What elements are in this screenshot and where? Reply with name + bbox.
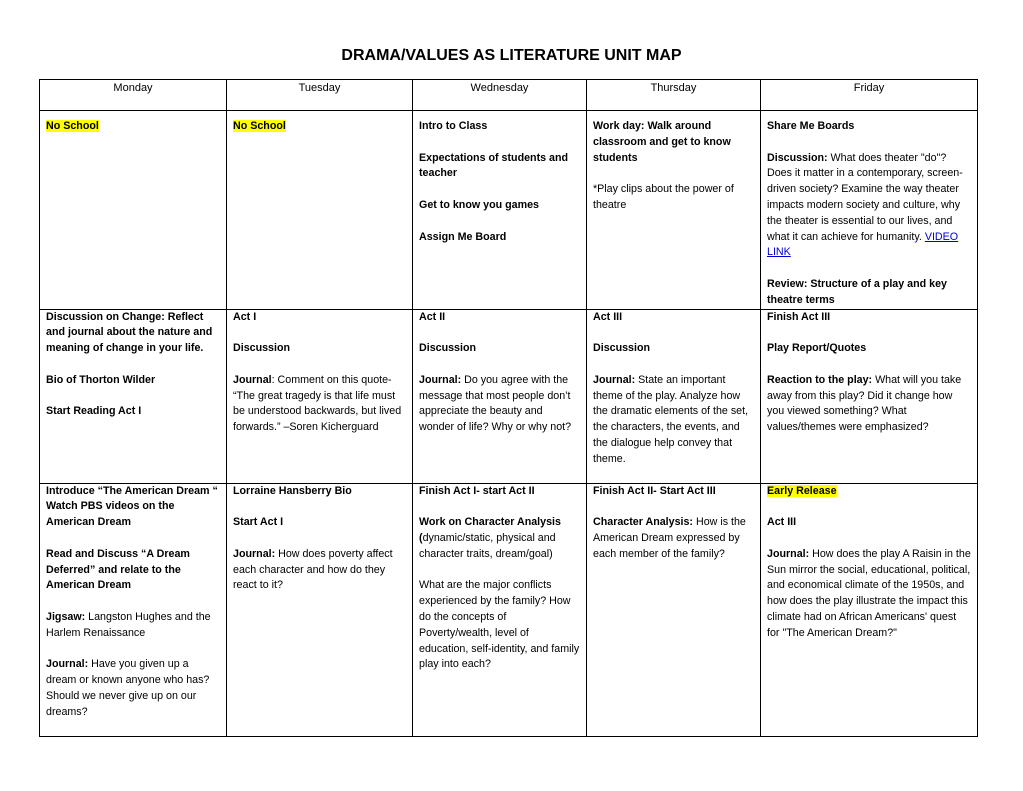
cell-text: Get to know you games <box>419 198 539 211</box>
cell-paragraph <box>767 151 971 262</box>
cell-paragraph <box>46 657 220 720</box>
cell-paragraph <box>767 341 971 357</box>
cell-week3-wednesday <box>413 483 587 736</box>
cell-paragraph <box>593 484 754 500</box>
cell-text: Intro to Class <box>419 120 488 132</box>
cell-text: Act II <box>419 310 446 323</box>
unit-map-table <box>39 79 978 737</box>
cell-paragraph <box>46 484 220 531</box>
cell-text: Work day: Walk around classroom and get to know students <box>593 120 731 164</box>
cell-week1-friday <box>761 111 978 310</box>
cell-text: Act III <box>767 516 797 529</box>
cell-text: Start Reading Act I <box>46 405 142 418</box>
day-header-wednesday: Wednesday <box>413 80 587 111</box>
cell-text: Finish Act III <box>767 310 831 323</box>
cell-text: Read and Discuss “A Dream Deferred” and relate to the American Dream <box>46 547 190 592</box>
cell-text: Journal <box>233 373 272 386</box>
cell-week1-monday <box>40 111 227 310</box>
cell-text: Journal: <box>46 658 89 671</box>
highlighted-text: Early Release <box>767 484 837 497</box>
cell-paragraph <box>767 310 971 326</box>
cell-paragraph <box>233 310 406 326</box>
cell-paragraph <box>46 547 220 594</box>
cell-text: Introduce “The American Dream “ <box>46 484 218 497</box>
cell-text: Journal: <box>767 547 810 560</box>
cell-text: *Play clips about the power of theatre <box>593 183 734 211</box>
cell-text: Assign Me Board <box>419 230 507 243</box>
cell-text: Journal: <box>233 547 276 560</box>
cell-text: Reaction to the play: <box>767 373 873 386</box>
cell-paragraph <box>233 547 406 594</box>
page-title: DRAMA/VALUES AS LITERATURE UNIT MAP <box>341 47 682 64</box>
week-row-1 <box>40 111 978 310</box>
cell-week1-thursday <box>587 111 761 310</box>
cell-paragraph <box>419 341 580 357</box>
cell-text: Have you given up a dream or known anyone who has? Should we never give up on our dreams? <box>46 658 210 718</box>
cell-paragraph <box>233 484 406 500</box>
cell-text: Act III <box>593 310 623 323</box>
cell-text: Watch PBS videos on the American Dream <box>46 500 175 529</box>
cell-paragraph <box>593 341 754 357</box>
cell-paragraph <box>767 515 971 531</box>
cell-paragraph <box>419 373 580 436</box>
cell-text: Review: Structure of a play and key theatre terms <box>767 277 947 306</box>
cell-paragraph <box>233 119 406 135</box>
cell-paragraph <box>767 484 971 500</box>
cell-text: Character Analysis: <box>593 516 693 529</box>
cell-paragraph <box>419 484 580 500</box>
header-row <box>40 80 978 111</box>
cell-text: How is the American Dream expressed by each member of the family? <box>593 516 746 560</box>
cell-text: dynamic/static, physical and character traits, dream/goal) <box>419 531 556 560</box>
cell-paragraph <box>46 310 220 357</box>
cell-week2-thursday <box>587 309 761 483</box>
day-header-monday: Monday <box>40 80 227 111</box>
cell-paragraph <box>46 610 220 642</box>
cell-week2-monday <box>40 309 227 483</box>
cell-paragraph <box>233 515 406 531</box>
cell-week3-friday <box>761 483 978 736</box>
cell-text: What will you take away from this play? Did it change how you viewed something? What values/themes were emphasized? <box>767 373 962 434</box>
week-row-3 <box>40 483 978 736</box>
cell-text: Journal: <box>419 373 462 386</box>
cell-text: Play Report/Quotes <box>767 342 867 355</box>
cell-text: : Comment on this quote- “The great tragedy is that life must be understood backwards, but lived forwards.” –Soren Kicherguard <box>233 373 402 434</box>
cell-text: Discussion <box>419 342 477 355</box>
cell-week2-friday <box>761 309 978 483</box>
highlighted-text: No School <box>46 120 99 132</box>
cell-text: Finish Act II- Start Act III <box>593 484 716 497</box>
cell-text: Act I <box>233 310 257 323</box>
cell-text: Share Me Boards <box>767 120 855 132</box>
cell-text: Work on Character Analysis ( <box>419 516 561 544</box>
cell-text: Jigsaw: <box>46 610 86 623</box>
cell-paragraph <box>593 310 754 326</box>
cell-text: Expectations of students and teacher <box>419 151 569 180</box>
cell-paragraph <box>593 373 754 468</box>
cell-text: Start Act I <box>233 516 284 529</box>
day-header-thursday: Thursday <box>587 80 761 111</box>
cell-paragraph <box>46 404 220 420</box>
cell-paragraph <box>419 230 580 246</box>
cell-paragraph <box>593 515 754 562</box>
cell-text: Langston Hughes and the Harlem Renaissance <box>46 610 211 639</box>
cell-week3-tuesday <box>227 483 413 736</box>
cell-text: Discussion on Change: Reflect and journal about the nature and meaning of change in your life. <box>46 310 213 355</box>
cell-paragraph <box>767 373 971 436</box>
cell-text: Discussion <box>233 342 291 355</box>
video-link[interactable]: VIDEO LINK <box>767 230 959 259</box>
cell-text: Journal: <box>593 373 636 386</box>
cell-paragraph <box>46 373 220 389</box>
cell-week1-wednesday <box>413 111 587 310</box>
cell-paragraph <box>419 310 580 326</box>
cell-paragraph <box>593 182 754 214</box>
cell-paragraph <box>46 119 220 135</box>
cell-text: Finish Act I- start Act II <box>419 484 535 497</box>
cell-text: State an important theme of the play. Analyze how the dramatic elements of the set, the characters, the events, and the dialogue help convey that theme. <box>593 373 749 465</box>
cell-week3-thursday <box>587 483 761 736</box>
cell-text: Discussion: <box>767 151 828 164</box>
cell-week3-monday <box>40 483 227 736</box>
cell-text: Bio of Thorton Wilder <box>46 373 156 386</box>
cell-week2-tuesday <box>227 309 413 483</box>
cell-text: Lorraine Hansberry Bio <box>233 484 352 497</box>
cell-paragraph <box>767 119 971 135</box>
cell-paragraph <box>767 277 971 309</box>
cell-paragraph <box>593 119 754 166</box>
cell-week1-tuesday <box>227 111 413 310</box>
cell-paragraph <box>233 373 406 436</box>
cell-paragraph <box>419 198 580 214</box>
cell-text: Do you agree with the message that most people don’t appreciate the beauty and wonder of life? Why or why not? <box>419 373 572 434</box>
cell-text: How does poverty affect each character and how do they react to it? <box>233 547 393 592</box>
cell-week2-wednesday <box>413 309 587 483</box>
cell-text: What does theater "do"? Does it matter in a contemporary, screen-driven society? Examine the way theater impacts modern society and culture, why the theater is essential to our lives, and what it can achieve for humanity. <box>767 151 963 243</box>
cell-text: Discussion <box>593 342 651 355</box>
day-header-friday: Friday <box>761 80 978 111</box>
cell-paragraph <box>767 547 971 642</box>
cell-paragraph <box>419 578 580 673</box>
week-row-2 <box>40 309 978 483</box>
cell-text: What are the major conflicts experienced by the family? How do the concepts of Poverty/wealth, level of education, self-identity, and family play into each? <box>419 579 580 671</box>
cell-paragraph <box>419 119 580 135</box>
cell-text: How does the play A Raisin in the Sun mirror the social, educational, political, and economical climate of the 1950s, and how does the play illustrate the impact this climate had on African Americans' quest for "The American Dream?" <box>767 547 971 639</box>
day-header-tuesday: Tuesday <box>227 80 413 111</box>
highlighted-text: No School <box>233 120 286 132</box>
cell-paragraph <box>419 515 580 562</box>
cell-paragraph <box>419 151 580 183</box>
cell-paragraph <box>233 341 406 357</box>
